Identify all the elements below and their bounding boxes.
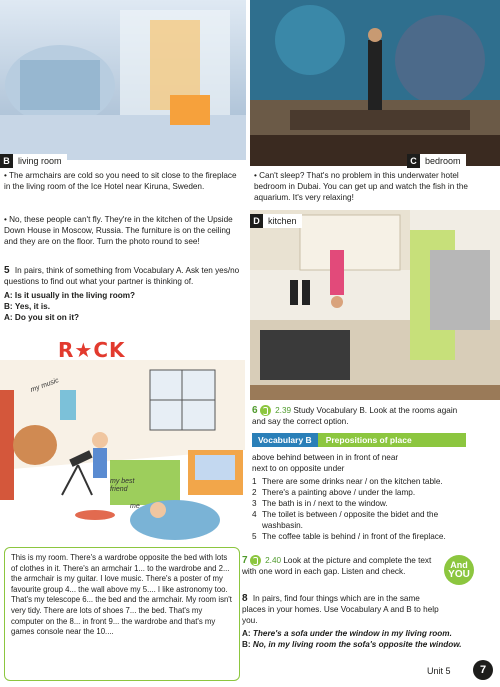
line-text: No, in my living room the sofa's opposite the window. (252, 640, 462, 649)
line-text: Do you sit on it? (14, 313, 80, 322)
track-number: 2.40 (265, 556, 282, 565)
speaker: B: (4, 302, 13, 311)
exercise-instruction: Look at the picture and complete the text with one word in each gap. Listen and check. (242, 556, 432, 577)
item-text: The toilet is between / opposite the bidet and the washbasin. (262, 510, 439, 530)
bedroom-illustration (0, 330, 245, 550)
and-you-badge (444, 555, 474, 585)
text-box-my-room: This is my room. There's a wardrobe opposite the bed with lots of clothes in it. There's an armchair 1... to the wardrobe and 2... the armchair is my guitar. I love music. There's a poster of my favourite group 4... the wall above my 5.... I like astronomy too. That's my telescope 6... the bed and the armchair. My room isn't very tidy. There are lots of shoes 7... the bed. That's my computer on the 8... in front 9... the wardrobe and that's my games console near the 10.... (4, 547, 240, 681)
dialogue-line (242, 628, 492, 639)
photo-tag-b (0, 154, 67, 168)
exercise-8 (242, 593, 492, 650)
vocab-label: Vocabulary B (252, 433, 318, 447)
item-number: 2 (252, 488, 257, 497)
rock-poster-text: R★CK (58, 338, 126, 362)
caption-underwater: • Can't sleep? That's no problem in this underwater hotel bedroom in Dubai. You can get up and watch the fish in the aquarium. It's very relaxing! (254, 171, 468, 202)
tag-label: living room (18, 156, 62, 166)
list-item (252, 509, 467, 531)
badge-line-1: And (450, 560, 468, 570)
exercise-number: 8 (242, 593, 248, 604)
line-text: Yes, it is. (14, 302, 50, 311)
item-text: There are some drinks near / on the kitchen table. (262, 477, 443, 486)
tag-letter: D (250, 214, 263, 228)
track-number: 2.39 (275, 406, 292, 415)
list-item (252, 498, 467, 509)
ice-hotel-image (0, 0, 246, 160)
list-item (252, 487, 467, 498)
speaker: A: (242, 629, 251, 638)
line-text: Is it usually in the living room? (14, 291, 136, 300)
item-text: The bath is in / next to the window. (262, 499, 388, 508)
audio-icon[interactable] (250, 555, 261, 566)
tag-letter: C (407, 154, 420, 168)
caption-ice-hotel: • The armchairs are cold so you need to sit close to the fireplace in the living room of the Ice Hotel near Kiruna, Sweden. (4, 171, 237, 191)
speaker: A: (4, 313, 13, 322)
exercise-number: 6 (252, 405, 258, 416)
dialogue-line (242, 639, 492, 650)
badge-line-2: YOU (448, 569, 470, 580)
dialogue-line (4, 290, 242, 301)
exercise-6 (252, 405, 467, 427)
photo-upside-down-kitchen (250, 210, 500, 400)
exercise-instruction: In pairs, find four things which are in the same places in your homes. Use Vocabulary A and B to help you. (242, 594, 439, 625)
tag-letter: B (0, 154, 13, 168)
exercise-instruction: Study Vocabulary B. Look at the rooms again and say the correct option. (252, 406, 458, 427)
vocabulary-b-header (252, 433, 466, 447)
tag-label: bedroom (425, 156, 461, 166)
item-text: There's a painting above / under the lamp. (262, 488, 416, 497)
list-item (252, 476, 467, 487)
exercise-5 (4, 265, 242, 323)
photo-ice-hotel (0, 0, 246, 160)
vocabulary-b-items (252, 476, 467, 542)
item-number: 1 (252, 477, 257, 486)
words-line: next to on opposite under (252, 464, 345, 473)
photo-underwater-bedroom (250, 0, 500, 166)
item-text: The coffee table is behind / in front of the fireplace. (262, 532, 446, 541)
speaker: A: (4, 291, 13, 300)
list-item (252, 531, 467, 542)
label-best-friend: my best friend (110, 478, 135, 493)
exercise-number: 5 (4, 265, 10, 276)
unit-label: Unit 5 (427, 666, 451, 676)
label-me: me (130, 503, 140, 510)
audio-icon[interactable] (260, 405, 271, 416)
illustration-drawing (0, 330, 245, 550)
kitchen-image (250, 210, 500, 400)
exercise-number: 7 (242, 555, 248, 566)
photo-tag-d (250, 214, 302, 228)
item-number: 5 (252, 532, 257, 541)
caption-upside-down: • No, these people can't fly. They're in the kitchen of the Upside Down House in Moscow, Russia. The furniture is on the ceiling and they are on the floor. Turn the photo round to see! (4, 215, 233, 246)
vocab-title: Prepositions of place (318, 433, 466, 447)
page-number: 7 (473, 660, 493, 680)
words-line: above behind between in in front of near (252, 453, 399, 462)
photo-tag-c (407, 154, 466, 168)
item-number: 3 (252, 499, 257, 508)
exercise-7 (242, 555, 442, 577)
line-text: There's a sofa under the window in my living room. (252, 629, 452, 638)
item-number: 4 (252, 510, 257, 519)
label-my-music: my music (29, 377, 60, 394)
dialogue-line (4, 312, 242, 323)
exercise-instruction: In pairs, think of something from Vocabulary A. Ask ten yes/no questions to find out what your partner is thinking of. (4, 266, 240, 286)
underwater-bedroom-image (250, 0, 500, 166)
dialogue-line (4, 301, 242, 312)
vocabulary-b-words (252, 452, 467, 474)
speaker: B: (242, 640, 251, 649)
tag-label: kitchen (268, 216, 297, 226)
